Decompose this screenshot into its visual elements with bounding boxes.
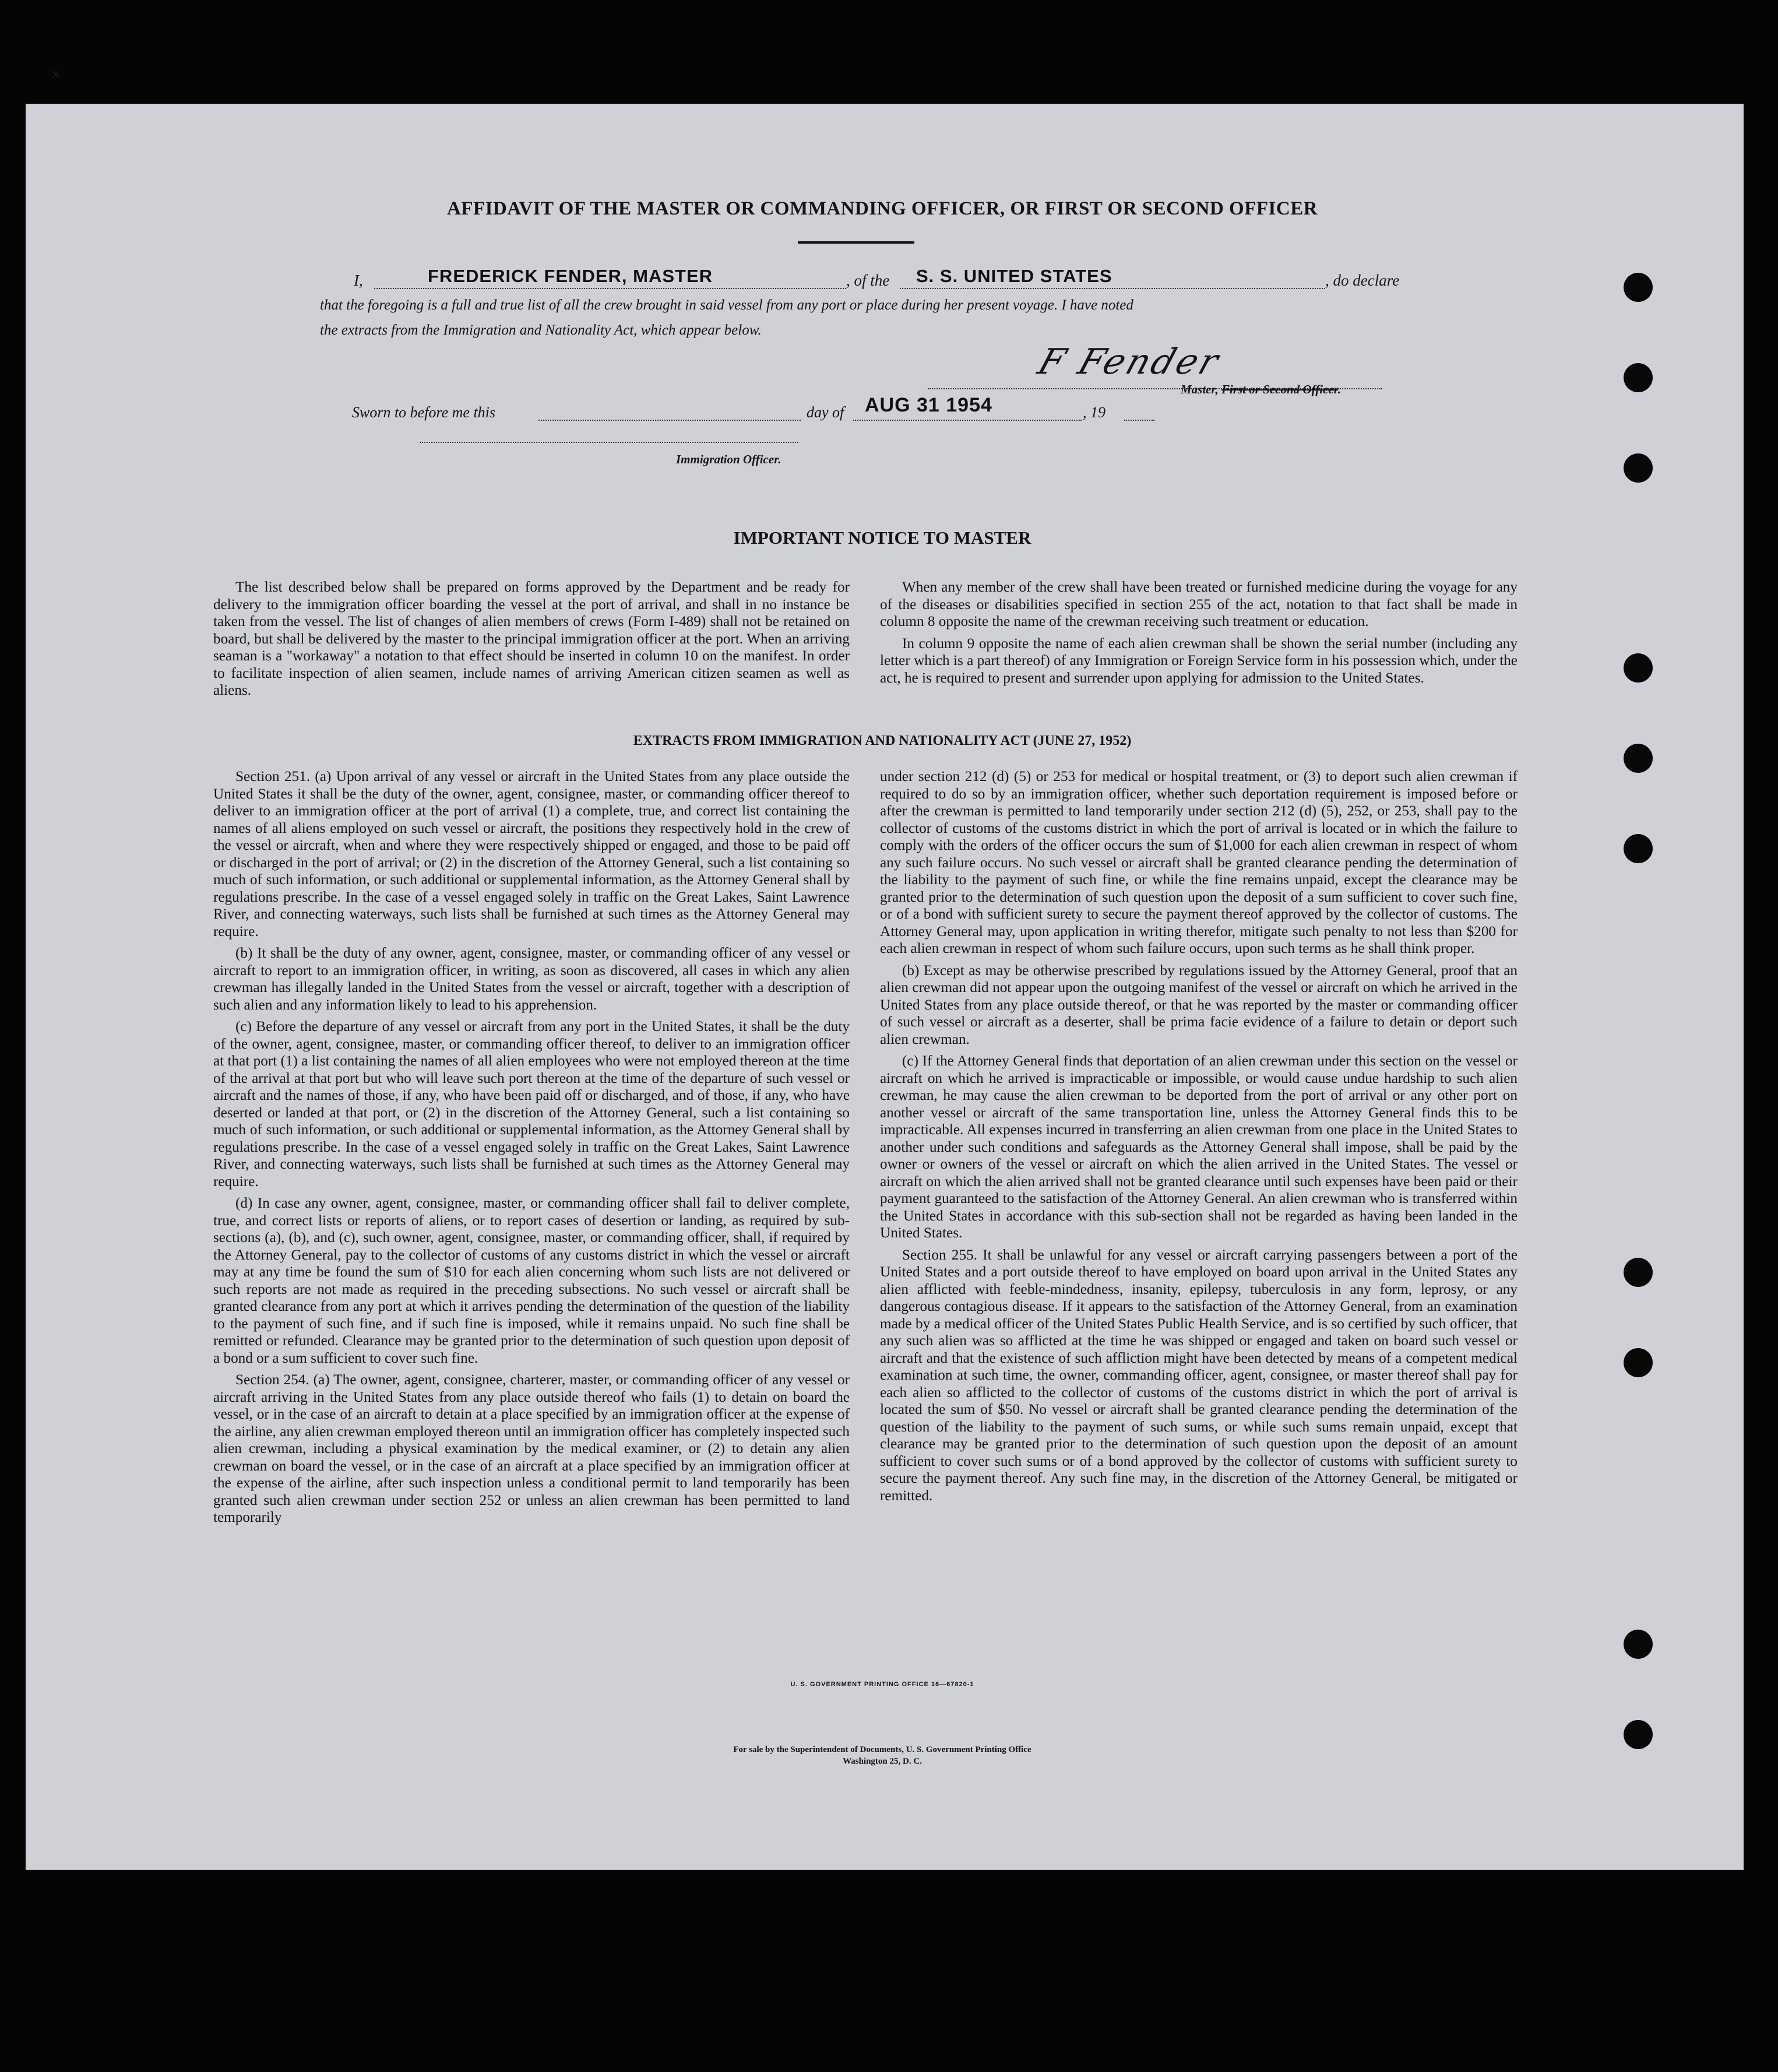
binder-hole	[1624, 453, 1653, 483]
master-name-value: FREDERICK FENDER, MASTER	[428, 266, 713, 286]
notice-right-paragraph-1: When any member of the crew shall have been treated or furnished medicine during the voyage for any of the diseases or disabilities specified in section 255 of the act, notation to that fact shall be made in column 8 opposite the name of the crewman receiving such treatment or education.	[880, 579, 1518, 629]
scan-speck: ✕	[51, 66, 61, 83]
signature-caption-struck: First or Second Officer	[1221, 382, 1338, 396]
officer-signature-line	[420, 430, 798, 443]
signature-caption-prefix: Master,	[1181, 382, 1219, 396]
binder-hole	[1624, 1348, 1653, 1377]
officer-caption: Immigration Officer.	[676, 452, 781, 466]
section-251-d: (d) In case any owner, agent, consignee, master, or commanding officer shall fail to deliver complete, true, and correct lists or reports of aliens, or to report cases of desertion or landing, as required by sub-sections (a), (b), and (c), such owner, agent, consignee, master, or commanding officer, shall, if required by the Attorney General, pay to the collector of customs of any customs district in which the vessel or aircraft may at any time be found the sum of $10 for each alien concerning whom such lists are not delivered or such reports are not made as required in the preceding subsections. No such vessel or aircraft shall be granted clearance from any port at which it arrives pending the determination of the question of the liability to the payment of such fine, and if such fine is imposed, while it remains unpaid. No such fine shall be remitted or refunded. Clearance may be granted prior to the determination of such question upon deposit of a bond or a sum sufficient to cover such fine.	[213, 1195, 850, 1366]
signature-caption	[1181, 382, 1341, 397]
binder-hole	[1624, 653, 1653, 683]
year-field	[1124, 400, 1154, 421]
extracts-left-column	[213, 768, 850, 1531]
notice-left-column	[213, 579, 850, 704]
title-rule	[798, 241, 914, 244]
section-254-a: Section 254. (a) The owner, agent, consignee, charterer, master, or commanding officer of any vessel or aircraft arriving in the United States from any place outside thereof who fails (1) to detain on board the vessel, or in the case of an aircraft to detain at a place specified by an immigration officer at the expense of the airline, any alien crewman employed thereon until an immigration officer has completely inspected such alien crewman, including a physical examination by the medical examiner, or (2) to detain any alien crewman on board the vessel, or in the case of an aircraft at a place specified by an immigration officer at the expense of the airline, after such inspection unless a conditional permit to land temporarily has been granted such alien crewman under section 252 or unless an alien crewman has been permitted to land temporarily	[213, 1372, 850, 1525]
vessel-name-value: S. S. UNITED STATES	[916, 266, 1112, 286]
document-page	[26, 104, 1744, 1870]
sworn-date-value: AUG 31 1954	[865, 394, 992, 416]
sworn-day-field	[538, 400, 801, 421]
for-sale-line: For sale by the Superintendent of Documents, U. S. Government Printing Office	[733, 1745, 1031, 1754]
section-251-a: Section 251. (a) Upon arrival of any vessel or aircraft in the United States from any place outside the United States it shall be the duty of the owner, agent, consignee, master, or commanding officer thereof to deliver to an immigration officer at the port of arrival (1) a complete, true, and correct list containing the names of all aliens employed on such vessel or aircraft, the positions they respectively hold in the crew of the vessel or aircraft, when and where they were respectively shipped or engaged, and those to be paid off or discharged in the port of arrival; or (2) in the discretion of the Attorney General, such a list containing so much of such information, or such additional or supplemental information, as the Attorney General shall by regulations prescribe. In the case of a vessel engaged solely in traffic on the Great Lakes, Saint Lawrence River, and connecting waterways, such lists shall be furnished at such times as the Attorney General may require.	[213, 769, 850, 940]
binder-hole	[1624, 1258, 1653, 1287]
binder-hole	[1624, 363, 1653, 392]
binder-hole	[1624, 1630, 1653, 1659]
binder-hole	[1624, 834, 1653, 863]
declaration-line-2: the extracts from the Immigration and Nationality Act, which appear below.	[320, 322, 762, 338]
section-251-c: (c) Before the departure of any vessel or aircraft from any port in the United States, it shall be the duty of the owner, agent, consignee, master, or commanding officer thereof, to deliver to an immigration officer at that port (1) a list containing the names of all alien employees who were not employed thereon at the time of the arrival at that port but who will leave such port thereon at the time of the departure of such vessel or aircraft and the names of those, if any, who have been paid off or discharged, and of those, if any, who have deserted or landed at that port, or (2) in the discretion of the Attorney General, such a list containing so much of such information, or such additional or supplemental information, as the Attorney General shall by regulations prescribe. In the case of a vessel engaged solely in traffic on the Great Lakes, Saint Lawrence River, and connecting waterways, such lists shall be furnished at such times as the Attorney General may require.	[213, 1019, 850, 1190]
section-251-b: (b) It shall be the duty of any owner, agent, consignee, master, or commanding officer of any vessel or aircraft to report to an immigration officer, in writing, as soon as discovered, all cases in which any alien crewman has illegally landed in the United States from the vessel or aircraft, together with a description of such alien and any information likely to lead to his apprehension.	[213, 945, 850, 1013]
section-254-c: (c) If the Attorney General finds that deportation of an alien crewman under this section on the vessel or aircraft on which he arrived is impracticable or impossible, or would cause undue hardship to such alien crewman, he may cause the alien crewman to be deported from the port of arrival or any other port on another vessel or aircraft of the same transportation line, unless the Attorney General finds this to be impracticable. All expenses incurred in transferring an alien crewman from one place in the United States to another under such conditions and safeguards as the Attorney General shall impose, shall be paid by the owner or owners of the vessel or aircraft on which the alien arrived in the United States. The vessel or aircraft on which the alien arrived shall not be granted clearance until such expenses have been paid or their payment guaranteed to the satisfaction of the Attorney General. An alien crewman who is transferred within the United States in accordance with this sub-section shall not be regarded as having been landed in the United States.	[880, 1053, 1518, 1241]
notice-right-paragraph-2: In column 9 opposite the name of each alien crewman shall be shown the serial number (including any letter which is a part thereof) of any Immigration or Foreign Service form in his possession which, under the act, he is required to present and surrender upon applying for admission to the United States.	[880, 635, 1518, 686]
signature-caption-suffix: .	[1337, 382, 1341, 396]
date-field	[853, 394, 1082, 421]
vessel-field	[900, 266, 1325, 289]
extracts-title: EXTRACTS FROM IMMIGRATION AND NATIONALITY ACT (JUNE 27, 1952)	[633, 733, 1132, 748]
of-the-label: , of the	[846, 272, 890, 289]
notice-left-paragraph: The list described below shall be prepared on forms approved by the Department and be ready for delivery to the immigration officer boarding the vessel at the port of arrival, and shall in no instance be taken from the vessel. The list of changes of alien members of crews (Form I-489) shall not be retained on board, but shall be delivered by the master to the principal immigration officer at the port. When an arriving seaman is a "workaway" a notation to that effect should be inserted in column 10 on the manifest. In order to facilitate inspection of alien seamen, include names of arriving American citizen seamen as well as aliens.	[213, 579, 850, 698]
do-declare-label: , do declare	[1325, 272, 1400, 289]
address-line: Washington 25, D. C.	[843, 1757, 922, 1766]
name-field	[374, 266, 846, 289]
section-254-b: (b) Except as may be otherwise prescribed by regulations issued by the Attorney General, proof that an alien crewman did not appear upon the outgoing manifest of the vessel or aircraft on which he arrived in the United States from any place outside thereof, or that he was reported by the master or commanding officer of such vessel or aircraft as a deserter, shall be prima facie evidence of a failure to detain or deport such alien crewman.	[880, 962, 1518, 1047]
pronoun-label: I,	[354, 272, 363, 289]
declaration-line-1: that the foregoing is a full and true list of all the crew brought in said vessel from any port or place during her present voyage. I have noted	[320, 297, 1133, 313]
affidavit-title: AFFIDAVIT OF THE MASTER OR COMMANDING OFFICER, OR FIRST OR SECOND OFFICER	[446, 198, 1318, 219]
master-signature: F Fender	[1033, 342, 1226, 382]
binder-hole	[1624, 744, 1653, 773]
section-255: Section 255. It shall be unlawful for any vessel or aircraft carrying passengers between a port of the United States and a port outside thereof to have employed on board upon arrival in the United States any alien afflicted with feeble-mindedness, insanity, epilepsy, tuberculosis in any form, leprosy, or any dangerous contagious disease. If it appears to the satisfaction of the Attorney General, from an examination made by a medical officer of the United States Public Health Service, and is so certified by such officer, that any such alien was so afflicted at the time he was shipped or engaged and taken on board such vessel or aircraft and that the existence of such affliction might have been detected by means of a competent medical examination at such time, the owner, commanding officer, agent, consignee, or master thereof shall pay for each alien so afflicted to the collector of customs of the customs district in which the port of arrival is located the sum of $50. No vessel or aircraft shall be granted clearance pending the determination of the question of the liability to the payment of such sums, or while such sums remain unpaid, except that clearance may be granted prior to the determination of such question upon the deposit of an amount sufficient to cover such sums or of a bond approved by the collector of customs with sufficient surety to secure the payment thereof. Any such fine may, in the discretion of the Attorney General, be mitigated or remitted.	[880, 1247, 1518, 1504]
year-prefix-label: , 19	[1083, 404, 1105, 421]
binder-hole	[1624, 273, 1653, 302]
notice-title: IMPORTANT NOTICE TO MASTER	[733, 527, 1031, 548]
binder-hole	[1624, 1720, 1653, 1749]
printing-office-line: U. S. GOVERNMENT PRINTING OFFICE 16—67820-1	[790, 1681, 974, 1688]
section-254-a-continued: under section 212 (d) (5) or 253 for medical or hospital treatment, or (3) to deport such alien crewman if required to do so by an immigration officer, whether such deportation requirement is imposed before or after the crewman is permitted to land temporarily under section 212 (d) (5), 252, or 253, shall pay to the collector of customs of the customs district in which the port of arrival is located or in which the failure to comply with the orders of the officer occurs the sum of $1,000 for each alien crewman in respect of whom any such failure occurs. No such vessel or aircraft shall be granted clearance pending the determination of the liability to the payment of such fine, or while the fine remains unpaid, except the clearance may be granted prior to the determination of such question upon the deposit of a sum sufficient to cover such fine, or of a bond with sufficient surety to secure the payment thereof approved by the collector of customs. The Attorney General may, upon application in writing therefor, mitigate such penalty to not less than $200 for each alien crewman in respect of whom such failure occurs, upon such terms as he shall think proper.	[880, 769, 1518, 956]
sworn-label: Sworn to before me this	[352, 404, 496, 421]
notice-right-column	[880, 579, 1518, 691]
extracts-right-column	[880, 768, 1518, 1509]
day-of-label: day of	[807, 404, 844, 421]
